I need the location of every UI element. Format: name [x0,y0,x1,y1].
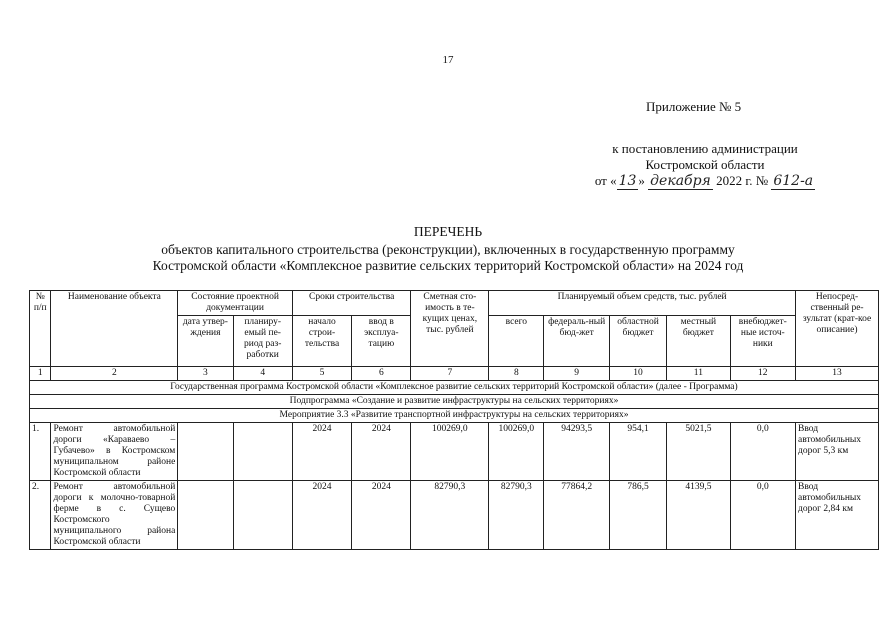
header-row-1 [30,291,879,316]
regional-value: 786,5 [609,481,666,550]
column-index-row [30,367,879,381]
page-number: 17 [442,54,454,66]
result-text: Ввод автомобильных дорог 5,3 км [796,423,879,481]
header-result: Непосред-ственный ре-зультат (крат-кое описание) [796,291,879,367]
start-year: 2024 [292,423,351,481]
local-value: 5021,5 [667,423,730,481]
commissioning-year: 2024 [352,481,411,550]
appendix-title: Приложение № 5 [646,99,742,114]
header-start: начало строи-тельства [292,316,351,367]
header-total: всего [489,316,544,367]
header-planned-period: планиру-емый пе-риод раз-работки [233,316,292,367]
planned-period [233,481,292,550]
decree-prefix: от « [594,173,617,188]
total-value: 82790,3 [489,481,544,550]
subprogram-title: Подпрограмма «Создание и развитие инфраструктуры на сельских территориях» [30,395,879,409]
header-regional: областной бюджет [609,316,666,367]
program-title: Государственная программа Костромской области «Комплексное развитие сельских территорий Костромской области» (далее - Программа) [30,381,879,395]
header-design-state: Состояние проектной документации [178,291,293,316]
column-index: 2 [51,367,178,381]
decree-date-line [560,173,850,189]
header-construction-terms: Сроки строительства [292,291,411,316]
extra-value: 0,0 [730,481,795,550]
extra-value: 0,0 [730,423,795,481]
header-planned-funds: Планируемый объем средств, тыс. рублей [489,291,796,316]
table-row [30,481,879,550]
measure-row [30,409,879,423]
estimate-value: 82790,3 [411,481,489,550]
result-text: Ввод автомобильных дорог 2,84 км [796,481,879,550]
header-commissioning: ввод в эксплуа-тацию [352,316,411,367]
header-local: местный бюджет [667,316,730,367]
decree-day-handwritten: 13 [618,173,637,189]
column-index: 6 [352,367,411,381]
regional-value: 954,1 [609,423,666,481]
approval-date [178,481,233,550]
subprogram-row [30,395,879,409]
header-num: № п/п [30,291,51,367]
measure-title: Мероприятие 3.3 «Развитие транспортной инфраструктуры на сельских территориях» [30,409,879,423]
program-row [30,381,879,395]
header-estimate: Сметная сто-имость в те-кущих ценах, тыс. рублей [411,291,489,367]
planned-period [233,423,292,481]
column-index: 4 [233,367,292,381]
table-row [30,423,879,481]
approval-date [178,423,233,481]
decree-number-handwritten: 612-а [773,173,814,189]
header-federal: федераль-ный бюд-жет [544,316,609,367]
document-title: ПЕРЕЧЕНЬ [413,224,483,239]
header-name: Наименование объекта [51,291,178,367]
column-index: 8 [489,367,544,381]
column-index: 9 [544,367,609,381]
decree-year: 2022 г. № [716,173,769,188]
column-index: 7 [411,367,489,381]
document-subtitle-2: Костромской области «Комплексное развитие сельских территорий Костромской области» на 2024 год [152,258,744,273]
decree-mid: » [638,173,645,188]
decree-month-handwritten: декабря [650,173,711,189]
decree-reference [560,141,850,189]
federal-value: 77864,2 [544,481,609,550]
objects-table [29,290,879,550]
start-year: 2024 [292,481,351,550]
row-num: 1. [30,423,51,481]
header-approval-date: дата утвер-ждения [178,316,233,367]
decree-line-2: Костромской области [645,157,765,172]
column-index: 1 [30,367,51,381]
decree-line-1: к постановлению администрации [612,141,798,156]
document-subtitle-1: объектов капитального строительства (реконструкции), включенных в государственную программу [161,242,735,257]
estimate-value: 100269,0 [411,423,489,481]
federal-value: 94293,5 [544,423,609,481]
object-name: Ремонт автомобильной дороги к молочно-товарной ферме в с. Сущево Костромского муниципального района Костромской области [51,481,178,550]
column-index: 3 [178,367,233,381]
column-index: 11 [667,367,730,381]
row-num: 2. [30,481,51,550]
header-extra: внебюджет-ные источ-ники [730,316,795,367]
column-index: 5 [292,367,351,381]
commissioning-year: 2024 [352,423,411,481]
local-value: 4139,5 [667,481,730,550]
document-heading [60,224,836,274]
column-index: 13 [796,367,879,381]
object-name: Ремонт автомобильной дороги «Караваево – Губачево» в Костромском муниципальном районе Костромской области [51,423,178,481]
column-index: 10 [609,367,666,381]
total-value: 100269,0 [489,423,544,481]
column-index: 12 [730,367,795,381]
